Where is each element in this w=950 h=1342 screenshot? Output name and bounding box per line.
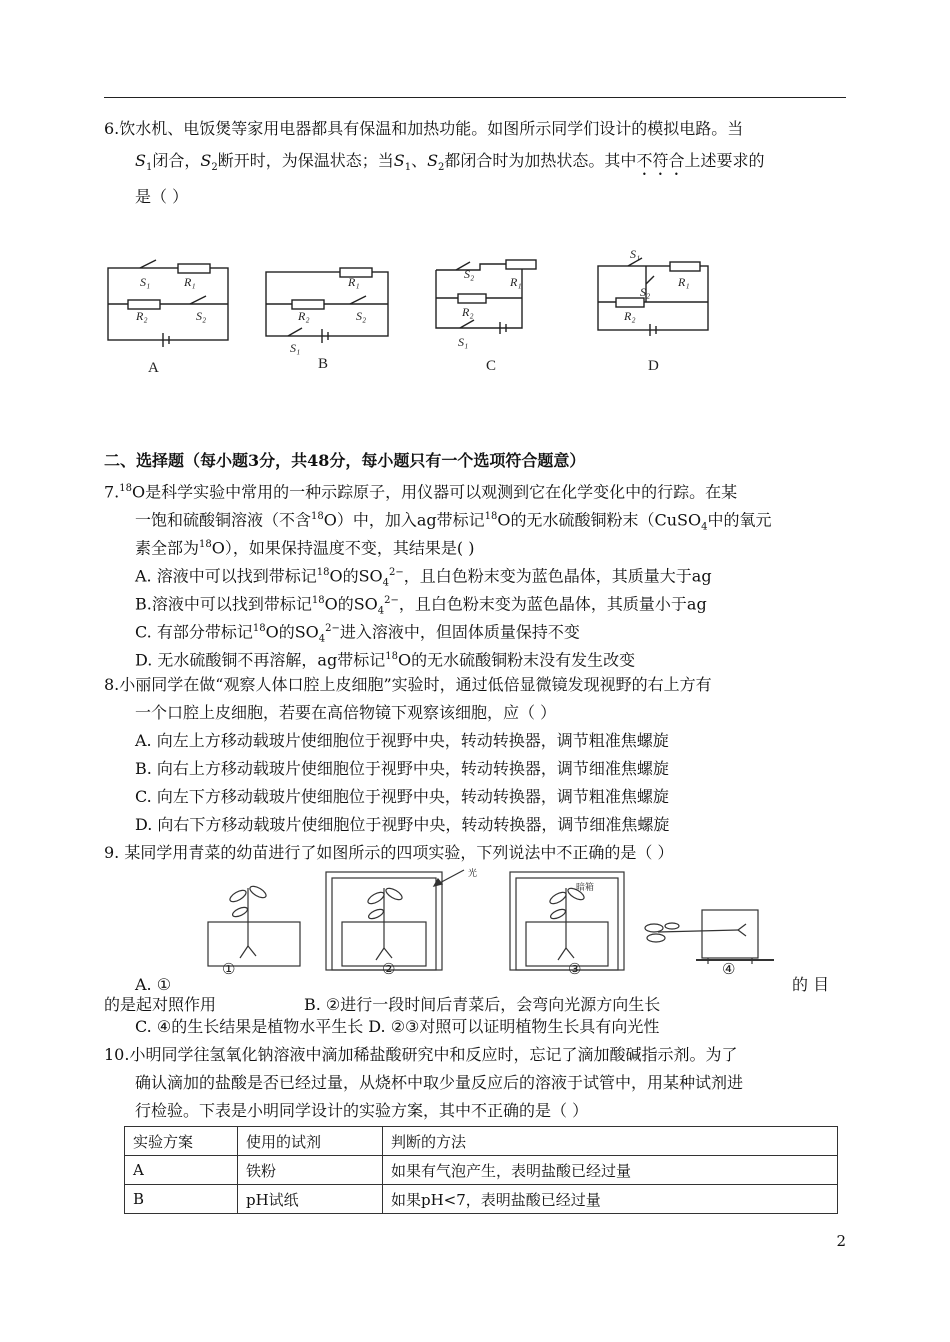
- circuit-diagrams: [100, 240, 760, 380]
- q8-option-c: C. 向左下方移动载玻片使细胞位于视野中央，转动转换器，调节粗准焦螺旋: [135, 787, 669, 806]
- exp-label-4: ④: [722, 962, 736, 976]
- q6-line-2: $S_1$闭合，$S_2$断开时，为保温状态；当$S_1$、$S_2$都闭合时为加热状态。其中不符合上述要求的: [135, 151, 765, 174]
- q9-option-a-tail: 的 目: [792, 975, 830, 994]
- q7-option-a: A. 溶液中可以找到带标记$^{18}$O的$SO_4^{2-}$，且白色粉末变为蓝色晶体，其质量大于ag: [135, 566, 712, 589]
- table-cell: 如果有气泡产生，表明盐酸已经过量: [383, 1156, 838, 1185]
- exp-label-1: ①: [222, 962, 236, 976]
- q9-option-a-start: A. ①: [135, 975, 172, 994]
- svg-text:S₁: S₁: [140, 275, 151, 289]
- svg-text:R₂: R₂: [462, 305, 474, 319]
- section-2-title: 二、选择题（每小题3分，共48分，每小题只有一个选项符合题意）: [104, 451, 586, 470]
- svg-text:S₁: S₁: [630, 247, 641, 261]
- q8-option-b: B. 向右上方移动载玻片使细胞位于视野中央，转动转换器，调节细准焦螺旋: [135, 759, 669, 778]
- table-row: [125, 1185, 838, 1214]
- experiment-table: [124, 1126, 838, 1214]
- exp-label-2: ②: [382, 962, 396, 976]
- table-header-cell: 实验方案: [125, 1127, 238, 1156]
- circuit-label-d: D: [648, 358, 659, 374]
- q8-line-1: 8.小丽同学在做“观察人体口腔上皮细胞”实验时，通过低倍显微镜发现视野的右上方有: [104, 675, 712, 694]
- q7-option-b: B.溶液中可以找到带标记$^{18}$O的$SO_4^{2-}$，且白色粉末变为蓝色晶体，其质量小于ag: [135, 594, 707, 617]
- svg-text:R₂: R₂: [298, 309, 310, 323]
- circuit-d: [598, 258, 708, 336]
- table-header-cell: 使用的试剂: [238, 1127, 383, 1156]
- q9-option-a-cont: 的是起对照作用: [104, 995, 217, 1014]
- svg-text:R₁: R₁: [348, 275, 360, 289]
- svg-text:S₁: S₁: [458, 335, 469, 349]
- q7-line-2: 一饱和硫酸铜溶液（不含$^{18}$O）中，加入ag带标记$^{18}$O的无水硫酸铜粉末（CuSO$_4$中的氧元: [135, 510, 772, 533]
- table-header-row: [125, 1127, 838, 1156]
- table-header-cell: 判断的方法: [383, 1127, 838, 1156]
- svg-text:S₂: S₂: [464, 267, 475, 281]
- svg-text:S₂: S₂: [196, 309, 207, 323]
- q10-line-2: 确认滴加的盐酸是否已经过量，从烧杯中取少量反应后的溶液于试管中，用某种试剂进: [135, 1073, 744, 1092]
- experiment-1: [208, 884, 300, 966]
- light-label: 光: [468, 868, 478, 878]
- circuit-a: [108, 260, 228, 347]
- experiment-4: [645, 910, 774, 964]
- circuit-c: [436, 260, 536, 334]
- svg-text:R₁: R₁: [184, 275, 196, 289]
- q10-line-1: 10.小明同学往氢氧化钠溶液中滴加稀盐酸研究中和反应时，忘记了滴加酸碱指示剂。为了: [104, 1045, 738, 1064]
- circuit-label-b: B: [318, 356, 329, 372]
- s1-symbol: S: [135, 151, 146, 170]
- q7-option-c: C. 有部分带标记$^{18}$O的$SO_4^{2-}$进入溶液中，但固体质量保持不变: [135, 622, 580, 645]
- svg-text:S₁: S₁: [290, 341, 301, 355]
- svg-text:R₂: R₂: [624, 309, 636, 323]
- svg-text:R₁: R₁: [678, 275, 690, 289]
- q8-option-a: A. 向左上方移动载玻片使细胞位于视野中央，转动转换器，调节粗准焦螺旋: [135, 731, 669, 750]
- emphasis-not-meet: 不符合: [636, 151, 685, 170]
- q10-line-3: 行检验。下表是小明同学设计的实验方案，其中不正确的是（ ）: [135, 1101, 589, 1120]
- q9-options-cd: C. ④的生长结果是植物水平生长 D. ②③对照可以证明植物生长具有向光性: [135, 1017, 660, 1036]
- svg-text:R₂: R₂: [136, 309, 148, 323]
- table-cell: 如果pH<7，表明盐酸已经过量: [383, 1185, 838, 1214]
- header-rule: [104, 97, 846, 98]
- q6-line-3: 是（ ）: [135, 187, 189, 206]
- table-cell: B: [125, 1185, 238, 1214]
- dark-box-label: 暗箱: [576, 882, 595, 892]
- q9-line-1: 9. 某同学用青菜的幼苗进行了如图所示的四项实验，下列说法中不正确的是（ ）: [104, 843, 674, 862]
- seedling-experiments: [196, 868, 786, 976]
- experiment-2: [326, 870, 464, 970]
- svg-text:S₂: S₂: [640, 285, 651, 299]
- circuit-b: [266, 268, 388, 343]
- q6-line-1: 6.饮水机、电饭煲等家用电器都具有保温和加热功能。如图所示同学们设计的模拟电路。当: [104, 119, 744, 138]
- q8-option-d: D. 向右下方移动载玻片使细胞位于视野中央，转动转换器，调节细准焦螺旋: [135, 815, 670, 834]
- table-row: [125, 1156, 838, 1185]
- table-cell: A: [125, 1156, 238, 1185]
- q7-option-d: D. 无水硫酸铜不再溶解，ag带标记$^{18}$O的无水硫酸铜粉末没有发生改变: [135, 650, 636, 670]
- q9-option-b: B. ②进行一段时间后青菜后，会弯向光源方向生长: [304, 995, 661, 1014]
- circuit-label-a: A: [148, 360, 159, 376]
- page-number: 2: [836, 1232, 846, 1250]
- exp-label-3: ③: [568, 962, 582, 976]
- experiment-3: [510, 872, 624, 970]
- q7-line-3: 素全部为$^{18}$O），如果保持温度不变，其结果是( ): [135, 538, 475, 558]
- table-cell: pH试纸: [238, 1185, 383, 1214]
- table-cell: 铁粉: [238, 1156, 383, 1185]
- svg-text:S₂: S₂: [356, 309, 367, 323]
- q8-line-2: 一个口腔上皮细胞，若要在高倍物镜下观察该细胞，应（ ）: [135, 703, 557, 722]
- q7-line-1: 7.18O是科学实验中常用的一种示踪原子，用仪器可以观测到它在化学变化中的行踪。在某: [104, 482, 738, 502]
- svg-text:R₁: R₁: [510, 275, 522, 289]
- circuit-label-c: C: [486, 358, 497, 374]
